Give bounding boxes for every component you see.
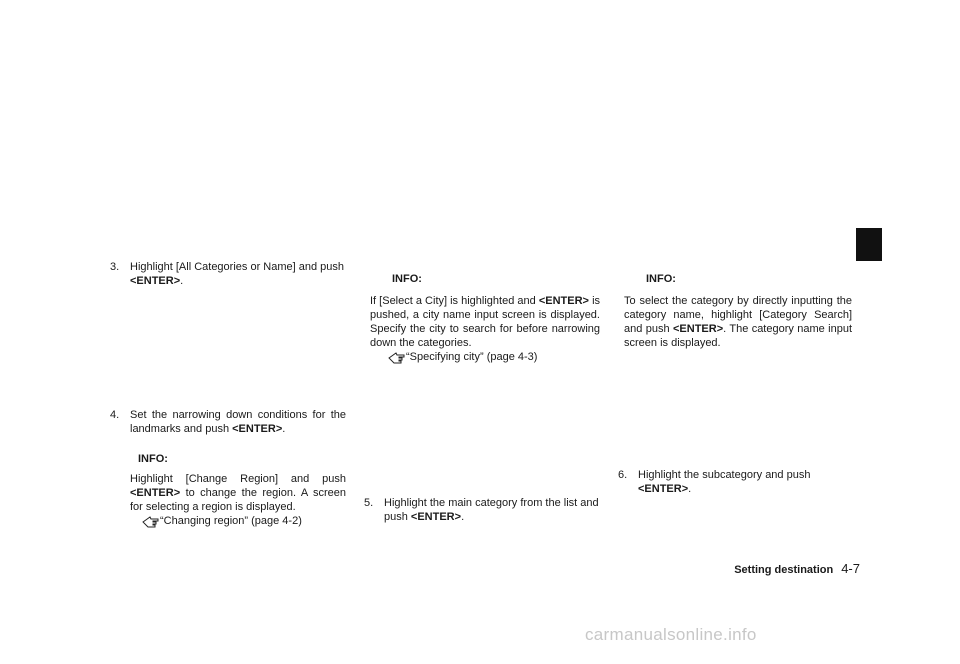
info-text: To select the category by directly inputting the category name, highlight [Category Search] and push <ENTER>. The category name input screen is displayed.: [624, 295, 853, 349]
step-text: Set the narrowing down conditions for the landmarks and push: [130, 409, 346, 435]
step-text: Highlight [All Categories or Name] and push: [130, 261, 345, 273]
enter-key-label: <ENTER>: [638, 483, 689, 495]
info-title: INFO:: [646, 273, 676, 285]
step-3: 3. Highlight [All Categories or Name] and push <ENTER>.: [110, 261, 345, 287]
pointing-hand-icon: [142, 515, 160, 528]
enter-key-label: <ENTER>: [232, 423, 283, 435]
step-text: Highlight the main category from the list and push: [384, 497, 599, 523]
info-title: INFO:: [392, 273, 422, 285]
step-number: 6.: [618, 469, 628, 481]
step-number: 3.: [110, 261, 120, 273]
info-text: Highlight [Change Region] and push <ENTER> to change the region. A screen for selecting a region is displayed.: [130, 473, 346, 513]
section-title: Setting destination: [734, 564, 834, 576]
enter-key-label: <ENTER>: [130, 275, 181, 287]
enter-key-label: <ENTER>: [130, 487, 181, 499]
info-block-3: [624, 272, 852, 350]
enter-key-label: <ENTER>: [410, 511, 462, 523]
info-text: If [Select a City] is highlighted and <ENTER> is pushed, a city name input screen is displayed. Specify the city to search for before narrowing down the categories.: [370, 295, 601, 349]
step-number: 5.: [364, 497, 374, 509]
step-text: Highlight the subcategory and push: [638, 469, 811, 481]
page-footer: [700, 562, 860, 577]
reference-link: “Specifying city” (page 4-3): [388, 350, 600, 364]
step-4: 4. Set the narrowing down conditions for the landmarks and push <ENTER>.: [110, 409, 346, 435]
step-6: 6. Highlight the subcategory and push <ENTER>.: [618, 469, 811, 495]
enter-key-label: <ENTER>: [538, 295, 589, 307]
info-title: INFO:: [138, 453, 168, 465]
reference-link: “Changing region” (page 4-2): [142, 514, 346, 528]
enter-key-label: <ENTER>: [672, 323, 724, 335]
section-tab-marker: [856, 228, 882, 261]
step-number: 4.: [110, 409, 120, 421]
page-number: 4-7: [841, 561, 860, 576]
watermark: carmanualsonline.info: [585, 625, 757, 644]
info-block-1: [130, 452, 346, 528]
info-block-2: [370, 272, 600, 364]
step-5: 5. Highlight the main category from the list and push <ENTER>.: [364, 497, 599, 523]
pointing-hand-icon: [388, 351, 406, 364]
